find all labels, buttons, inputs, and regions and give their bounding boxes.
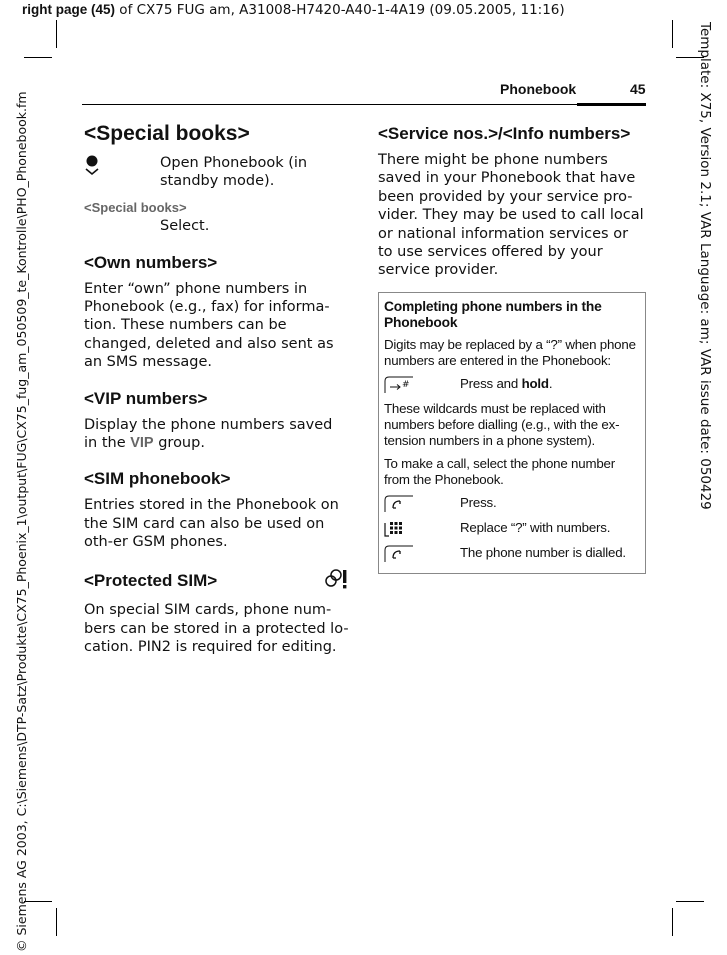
vip-text-a: Display the phone numbers saved in the [84,416,333,452]
dialled-text: The phone number is dialled. [460,544,626,560]
keypad-icon [384,520,460,538]
own-numbers-text: Enter “own” phone numbers in Phonebook (e.g., fax) for informa-tion. These numbers can be changed, deleted and also sent as an SMS message. [84,280,334,371]
file-info-rest: of CX75 FUG am, A31008-H7420-A40-1-4A19 (09.05.2005, 11:16) [115,2,565,18]
step-select [84,217,350,235]
operator-dependent-warning-icon [322,568,350,595]
vip-group-label: VIP [130,435,154,452]
sim-phonebook-text: Entries stored in the Phonebook on the SIM card can also be used on oth-er GSM phones. [84,497,339,551]
press-and-hold-text [460,376,552,392]
header-rule [82,104,646,105]
menu-label-special-books: <Special books> [84,199,187,215]
press-text: Press. [460,494,497,510]
right-column [378,120,646,574]
step-open-phonebook [84,154,350,191]
call-key-icon [384,545,460,563]
step-open-text: Open Phonebook (in standby mode). [160,155,308,190]
vip-text-b: group. [153,435,205,452]
copyright-path-vertical: © Siemens AG 2003, C:\Siemens\DTP-Satz\Produkte\CX75_Phoenix_1\output\FUG\CX75_fug_am_050509_te_Kontrolle\PHO_Phonebook.fm [14,91,29,952]
step-replace-digits [384,520,640,538]
hash-key-icon [384,376,460,394]
running-title: Phonebook [500,81,577,97]
section-title-special-books: <Special books> [84,122,250,145]
subtitle-service-info-numbers: <Service nos.>/<Info numbers> [378,124,631,143]
step-dialled [384,545,640,563]
info-box-completing-numbers [378,292,646,574]
protected-sim-header [84,568,350,601]
file-info-line [22,2,565,18]
hold-word: hold [521,375,549,391]
subtitle-protected-sim: <Protected SIM> [84,571,218,591]
template-info-vertical: Template: X75, Version 2.1; VAR Language: am; VAR issue date: 050429 [697,22,713,510]
left-column [84,120,350,656]
info-box-para-2: These wildcards must be replaced with numbers before dialling (e.g., with the ex-tension numbers in a phone system). [384,400,620,448]
header-rule-accent [577,103,646,106]
subtitle-own-numbers: <Own numbers> [84,252,218,272]
step-press-hash [384,376,640,394]
step-press-call [384,495,640,513]
crop-mark [56,908,57,936]
subtitle-sim-phonebook: <SIM phonebook> [84,469,231,489]
protected-sim-text: On special SIM cards, phone num-bers can be stored in a protected lo-cation. PIN2 is required for editing. [84,602,349,655]
service-numbers-text: There might be phone numbers saved in your Phonebook that have been provided by your service pro-vider. They may be used to call local or national information services or to use services offered by your service provider. [378,152,644,279]
crop-mark [676,901,704,902]
crop-mark [56,20,57,48]
step-select-text: Select. [160,218,210,235]
info-box-title: Completing phone numbers in the Phonebook [384,298,602,330]
page-number: 45 [630,81,646,97]
call-key-icon [384,495,460,513]
info-box-para-1: Digits may be replaced by a “?” when phone numbers are entered in the Phonebook: [384,336,636,368]
replace-text: Replace “?” with numbers. [460,519,611,535]
info-box-para-3: To make a call, select the phone number from the Phonebook. [384,455,615,487]
navigation-key-down-icon [84,154,160,181]
crop-mark [24,57,52,58]
crop-mark [672,20,673,48]
file-info-bold: right page (45) [22,2,116,17]
svg-text:#: # [402,379,410,390]
crop-mark [672,908,673,936]
vip-numbers-text [84,416,350,453]
hold-end: . [548,375,553,391]
subtitle-vip-numbers: <VIP numbers> [84,388,208,408]
press-and: Press and [460,375,522,391]
